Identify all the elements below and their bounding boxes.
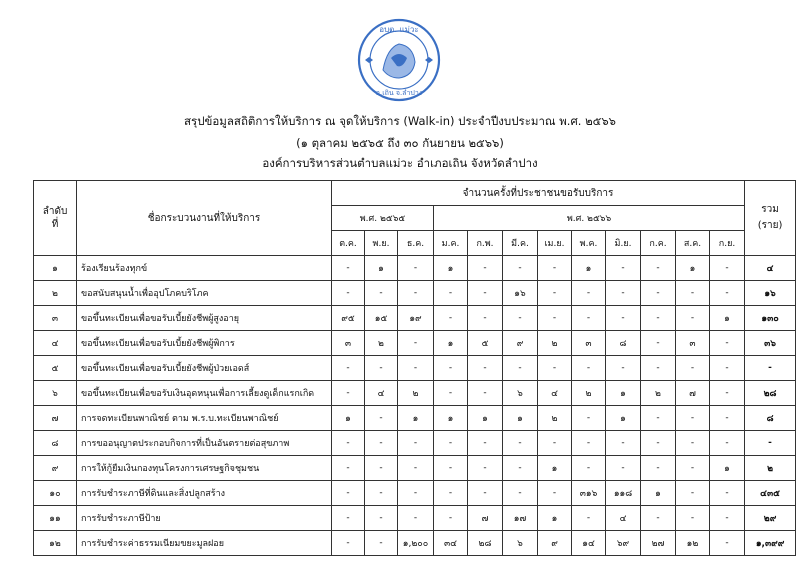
month-count-cell: - (468, 256, 503, 281)
month-count-cell: - (434, 306, 468, 331)
month-count-cell: - (468, 356, 503, 381)
month-count-cell: ๑๖ (503, 281, 538, 306)
header-month: ก.พ. (468, 231, 503, 256)
row-total: - (745, 431, 796, 456)
month-count-cell: ๙ (503, 331, 538, 356)
month-count-cell: ๑ (332, 406, 365, 431)
row-number: ๗ (34, 406, 77, 431)
month-count-cell: - (710, 281, 745, 306)
month-count-cell: - (676, 431, 710, 456)
month-count-cell: - (365, 506, 398, 531)
month-count-cell: - (503, 431, 538, 456)
month-count-cell: - (710, 406, 745, 431)
month-count-cell: - (468, 281, 503, 306)
month-count-cell: - (434, 381, 468, 406)
month-count-cell: - (710, 506, 745, 531)
month-count-cell: - (676, 356, 710, 381)
table-row (34, 406, 796, 431)
header-month: ต.ค. (332, 231, 365, 256)
service-name: การรับชำระภาษีป้าย (77, 506, 332, 531)
month-count-cell: - (641, 406, 676, 431)
report-period: (๑ ตุลาคม ๒๕๖๕ ถึง ๓๐ กันยายน ๒๕๖๖) (296, 136, 504, 150)
month-count-cell: - (434, 506, 468, 531)
month-count-cell: ๘ (606, 331, 641, 356)
month-count-cell: ๑ (468, 406, 503, 431)
month-count-cell: ๓ (332, 331, 365, 356)
month-count-cell: - (641, 456, 676, 481)
month-count-cell: - (606, 256, 641, 281)
header-month: ม.ค. (434, 231, 468, 256)
row-number: ๓ (34, 306, 77, 331)
month-count-cell: ๙ (538, 531, 572, 556)
service-name: การรับชำระภาษีที่ดินและสิ่งปลูกสร้าง (77, 481, 332, 506)
month-count-cell: ๑ (676, 256, 710, 281)
report-title: สรุปข้อมูลสถิติการให้บริการ ณ จุดให้บริการ (Walk-in) ประจำปีงบประมาณ พ.ศ. ๒๕๖๖ (184, 114, 616, 128)
month-count-cell: - (398, 481, 434, 506)
row-number: ๖ (34, 381, 77, 406)
table-row (34, 381, 796, 406)
month-count-cell: - (710, 381, 745, 406)
month-count-cell: - (538, 356, 572, 381)
service-name: ขอสนับสนุนน้ำเพื่ออุปโภคบริโภค (77, 281, 332, 306)
header-month: เม.ย. (538, 231, 572, 256)
month-count-cell: ๒ (365, 331, 398, 356)
month-count-cell: - (676, 456, 710, 481)
month-count-cell: - (606, 431, 641, 456)
header-month: พ.ค. (572, 231, 606, 256)
month-count-cell: - (572, 356, 606, 381)
row-number: ๘ (34, 431, 77, 456)
header-month: ธ.ค. (398, 231, 434, 256)
header-month: มี.ค. (503, 231, 538, 256)
organization-seal (357, 18, 441, 102)
month-count-cell: - (332, 506, 365, 531)
month-count-cell: - (332, 381, 365, 406)
month-count-cell: ๒ (538, 406, 572, 431)
header-request-count: จำนวนครั้งที่ประชาชนขอรับบริการ (332, 181, 745, 206)
month-count-cell: ๖ (503, 381, 538, 406)
month-count-cell: ๑ (606, 406, 641, 431)
row-total: ๑๓๐ (745, 306, 796, 331)
month-count-cell: - (538, 306, 572, 331)
month-count-cell: - (503, 306, 538, 331)
month-count-cell: ๑ (434, 331, 468, 356)
row-number: ๔ (34, 331, 77, 356)
month-count-cell: ๓๔ (434, 531, 468, 556)
month-count-cell: - (468, 381, 503, 406)
month-count-cell: - (365, 356, 398, 381)
month-count-cell: - (398, 331, 434, 356)
row-total: ๑,๓๙๙ (745, 531, 796, 556)
month-count-cell: - (468, 456, 503, 481)
month-count-cell: - (365, 431, 398, 456)
row-total: ๒๙ (745, 506, 796, 531)
service-name: ขอขึ้นทะเบียนเพื่อขอรับเบี้ยยังชีพผู้พิการ (77, 331, 332, 356)
month-count-cell: - (365, 281, 398, 306)
row-total: ๒ (745, 456, 796, 481)
month-count-cell: ๑ (606, 381, 641, 406)
month-count-cell: ๑ (572, 256, 606, 281)
month-count-cell: - (572, 506, 606, 531)
month-count-cell: - (503, 256, 538, 281)
row-total: ๒๘ (745, 381, 796, 406)
header-month: พ.ย. (365, 231, 398, 256)
month-count-cell: ๑ (710, 306, 745, 331)
month-count-cell: ๖ (503, 531, 538, 556)
month-count-cell: - (398, 431, 434, 456)
month-count-cell: ๑๑๘ (606, 481, 641, 506)
month-count-cell: ๑,๒๐๐ (398, 531, 434, 556)
month-count-cell: - (641, 431, 676, 456)
month-count-cell: ๑๕ (365, 306, 398, 331)
month-count-cell: ๑๒ (676, 531, 710, 556)
month-count-cell: - (468, 306, 503, 331)
month-count-cell: - (398, 456, 434, 481)
table-row (34, 256, 796, 281)
month-count-cell: - (710, 531, 745, 556)
month-count-cell: ๑ (398, 406, 434, 431)
month-count-cell: - (332, 281, 365, 306)
month-count-cell: - (606, 356, 641, 381)
month-count-cell: - (710, 356, 745, 381)
month-count-cell: - (572, 431, 606, 456)
month-count-cell: ๑ (434, 256, 468, 281)
table-row (34, 306, 796, 331)
header-month: ก.ค. (641, 231, 676, 256)
row-total: ๘ (745, 406, 796, 431)
header-year-2566: พ.ศ. ๒๕๖๖ (434, 206, 745, 231)
header-year-2565: พ.ศ. ๒๕๖๕ (332, 206, 434, 231)
table-row (34, 506, 796, 531)
month-count-cell: - (398, 506, 434, 531)
month-count-cell: - (332, 431, 365, 456)
month-count-cell: - (503, 356, 538, 381)
service-name: ขอขึ้นทะเบียนเพื่อขอรับเบี้ยยังชีพผู้ป่วยเอดส์ (77, 356, 332, 381)
month-count-cell: - (538, 481, 572, 506)
month-count-cell: ๓๑๖ (572, 481, 606, 506)
month-count-cell: ๓ (676, 331, 710, 356)
month-count-cell: - (572, 306, 606, 331)
month-count-cell: ๑๗ (503, 506, 538, 531)
row-number: ๑ (34, 256, 77, 281)
row-total: ๔๓๕ (745, 481, 796, 506)
month-count-cell: - (641, 256, 676, 281)
month-count-cell: - (710, 481, 745, 506)
table-row (34, 456, 796, 481)
service-name: การจดทะเบียนพาณิชย์ ตาม พ.ร.บ.ทะเบียนพาณิชย์ (77, 406, 332, 431)
seal-bottom-text: อ.เถิน จ.ลำปาง (375, 89, 423, 97)
month-count-cell: ๑๔ (572, 531, 606, 556)
row-total: - (745, 356, 796, 381)
month-count-cell: - (365, 456, 398, 481)
service-statistics-table (33, 180, 796, 556)
month-count-cell: - (434, 481, 468, 506)
month-count-cell: - (503, 456, 538, 481)
month-count-cell: - (332, 481, 365, 506)
month-count-cell: - (710, 331, 745, 356)
month-count-cell: - (676, 281, 710, 306)
month-count-cell: ๑ (434, 406, 468, 431)
month-count-cell: - (572, 281, 606, 306)
month-count-cell: ๔ (606, 506, 641, 531)
month-count-cell: ๑๙ (398, 306, 434, 331)
month-count-cell: ๙๕ (332, 306, 365, 331)
month-count-cell: - (538, 431, 572, 456)
row-number: ๒ (34, 281, 77, 306)
row-total: ๑๖ (745, 281, 796, 306)
row-number: ๕ (34, 356, 77, 381)
month-count-cell: - (606, 281, 641, 306)
month-count-cell: ๒๘ (468, 531, 503, 556)
month-count-cell: ๗ (468, 506, 503, 531)
month-count-cell: - (641, 356, 676, 381)
month-count-cell: ๖๙ (606, 531, 641, 556)
table-row (34, 531, 796, 556)
row-total: ๔ (745, 256, 796, 281)
organization-name: องค์การบริหารส่วนตำบลแม่วะ อำเภอเถิน จังหวัดลำปาง (262, 156, 538, 170)
table-row (34, 331, 796, 356)
month-count-cell: ๑ (365, 256, 398, 281)
month-count-cell: - (332, 531, 365, 556)
month-count-cell: - (538, 281, 572, 306)
month-count-cell: ๒ (398, 381, 434, 406)
row-total: ๓๖ (745, 331, 796, 356)
service-name: ขอขึ้นทะเบียนเพื่อขอรับเงินอุดหนุนเพื่อการเลี้ยงดูเด็กแรกเกิด (77, 381, 332, 406)
row-number: ๑๒ (34, 531, 77, 556)
month-count-cell: - (710, 431, 745, 456)
month-count-cell: - (365, 531, 398, 556)
month-count-cell: - (606, 306, 641, 331)
month-count-cell: - (676, 481, 710, 506)
month-count-cell: - (398, 356, 434, 381)
table-row (34, 281, 796, 306)
header-no: ลำดับ ที่ (34, 181, 77, 256)
month-count-cell: - (676, 406, 710, 431)
month-count-cell: - (434, 431, 468, 456)
service-name: ขอขึ้นทะเบียนเพื่อขอรับเบี้ยยังชีพผู้สูงอายุ (77, 306, 332, 331)
month-count-cell: ๔ (365, 381, 398, 406)
month-count-cell: - (641, 331, 676, 356)
month-count-cell: - (676, 306, 710, 331)
month-count-cell: ๑ (710, 456, 745, 481)
month-count-cell: - (434, 281, 468, 306)
month-count-cell: - (641, 281, 676, 306)
month-count-cell: ๔ (538, 381, 572, 406)
month-count-cell: - (572, 406, 606, 431)
month-count-cell: - (365, 481, 398, 506)
row-number: ๙ (34, 456, 77, 481)
month-count-cell: ๑ (538, 506, 572, 531)
month-count-cell: ๒ (538, 331, 572, 356)
month-count-cell: - (332, 256, 365, 281)
month-count-cell: - (398, 256, 434, 281)
month-count-cell: - (572, 456, 606, 481)
month-count-cell: - (365, 406, 398, 431)
header-month: ส.ค. (676, 231, 710, 256)
service-name: การรับชำระค่าธรรมเนียมขยะมูลฝอย (77, 531, 332, 556)
seal-top-text: อบต. แม่วะ (379, 25, 419, 34)
month-count-cell: - (676, 506, 710, 531)
service-name: การให้กู้ยืมเงินกองทุนโครงการเศรษฐกิจชุมชน (77, 456, 332, 481)
month-count-cell: - (434, 356, 468, 381)
month-count-cell: - (332, 356, 365, 381)
month-count-cell: - (503, 481, 538, 506)
table-row (34, 356, 796, 381)
service-name: การขออนุญาตประกอบกิจการที่เป็นอันตรายต่อสุขภาพ (77, 431, 332, 456)
row-number: ๑๑ (34, 506, 77, 531)
month-count-cell: ๓ (572, 331, 606, 356)
month-count-cell: - (434, 456, 468, 481)
table-row (34, 431, 796, 456)
row-number: ๑๐ (34, 481, 77, 506)
month-count-cell: ๒ (572, 381, 606, 406)
table-row (34, 481, 796, 506)
month-count-cell: ๒๗ (641, 531, 676, 556)
month-count-cell: - (398, 281, 434, 306)
header-month: ก.ย. (710, 231, 745, 256)
month-count-cell: - (641, 306, 676, 331)
month-count-cell: ๕ (468, 331, 503, 356)
month-count-cell: - (468, 481, 503, 506)
month-count-cell: - (641, 506, 676, 531)
header-service-name: ชื่อกระบวนงานที่ให้บริการ (77, 181, 332, 256)
month-count-cell: - (538, 256, 572, 281)
month-count-cell: ๑ (503, 406, 538, 431)
header-month: มิ.ย. (606, 231, 641, 256)
month-count-cell: ๑ (641, 481, 676, 506)
month-count-cell: - (606, 456, 641, 481)
month-count-cell: - (332, 456, 365, 481)
month-count-cell: ๗ (676, 381, 710, 406)
month-count-cell: ๒ (641, 381, 676, 406)
header-total: รวม (ราย) (745, 181, 796, 256)
service-name: ร้องเรียนร้องทุกข์ (77, 256, 332, 281)
month-count-cell: - (710, 256, 745, 281)
month-count-cell: - (468, 431, 503, 456)
month-count-cell: ๑ (538, 456, 572, 481)
